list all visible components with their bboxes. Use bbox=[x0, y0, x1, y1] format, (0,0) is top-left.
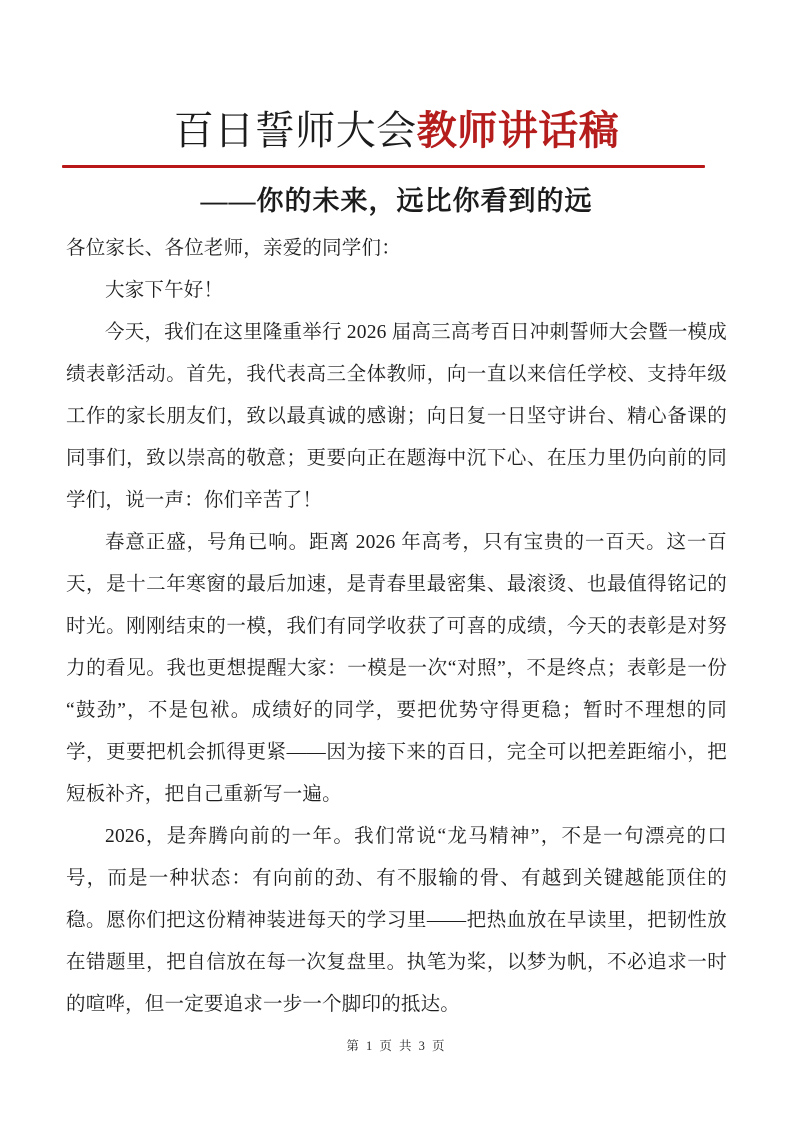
page-title-black-segment: 百日誓师大会 bbox=[173, 108, 417, 153]
paragraph-hundred-days: 春意正盛，号角已响。距离 2026 年高考，只有宝贵的一百天。这一百天，是十二年寒窗的最后加速，是青春里最密集、最滚烫、也最值得铭记的时光。刚刚结束的一模，我们有同学收获了可喜的成绩，今天的表彰是对努力的看见。我也更想提醒大家：一模是一次“对照”，不是终点；表彰是一份“鼓劲”，不是包袱。成绩好的同学，要把优势守得更稳；暂时不理想的同学，更要把机会抓得更紧——因为接下来的百日，完全可以把差距缩小，把短板补齐，把自己重新写一遍。 bbox=[66, 532, 727, 805]
page-number-text: 第 1 页 共 3 页 bbox=[346, 1039, 447, 1053]
page-footer bbox=[0, 1036, 793, 1056]
title-block bbox=[0, 104, 793, 158]
page-title-red-segment: 教师讲话稿 bbox=[416, 108, 620, 153]
paragraph-opening: 今天，我们在这里隆重举行 2026 届高三高考百日冲刺誓师大会暨一模成绩表彰活动。首先，我代表高三全体教师，向一直以来信任学校、支持年级工作的家长朋友们，致以最真诚的感谢；向日复一日坚守讲台、精心备课的同事们，致以崇高的敬意；更要向正在题海中沉下心、在压力里仍向前的同学们，说一声：你们辛苦了！ bbox=[66, 322, 727, 511]
title-underline-rule bbox=[62, 165, 705, 168]
page-title bbox=[0, 104, 793, 158]
page-subtitle: ——你的未来，远比你看到的远 bbox=[200, 186, 593, 216]
paragraph-greeting: 大家下午好！ bbox=[105, 280, 224, 301]
paragraph-salutation: 各位家长、各位老师，亲爱的同学们： bbox=[66, 238, 401, 259]
document-body bbox=[66, 228, 727, 1026]
paragraph-2026-spirit: 2026，是奔腾向前的一年。我们常说“龙马精神”，不是一句漂亮的口号，而是一种状态：有向前的劲、有不服输的骨、有越到关键越能顶住的稳。愿你们把这份精神装进每天的学习里——把热血放在早读里，把韧性放在错题里，把自信放在每一次复盘里。执笔为桨，以梦为帆，不必追求一时的喧哗，但一定要追求一步一个脚印的抵达。 bbox=[66, 826, 727, 1015]
